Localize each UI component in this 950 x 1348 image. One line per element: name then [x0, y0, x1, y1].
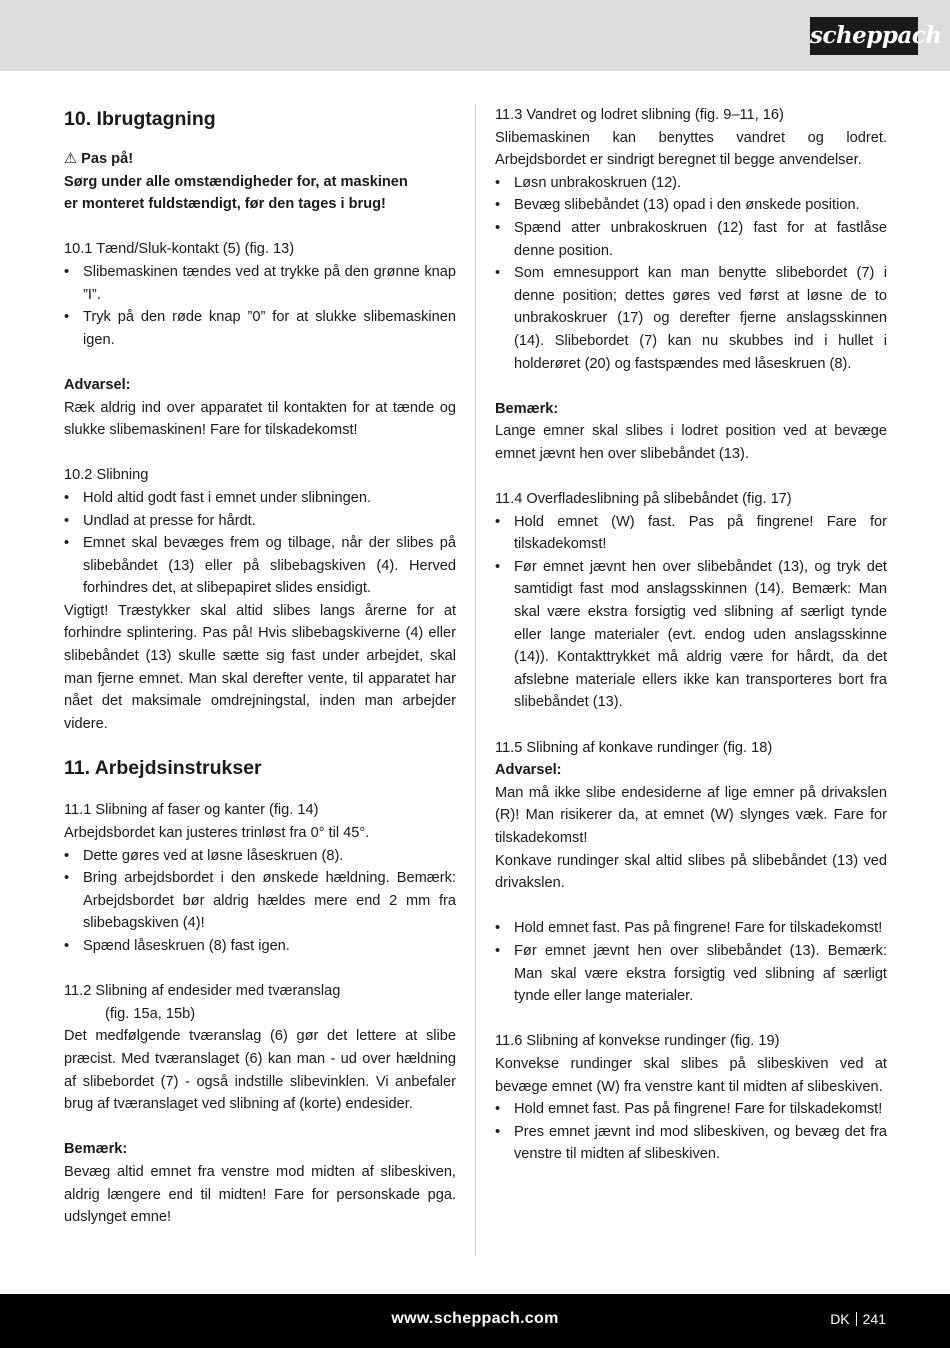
footer-separator	[856, 1312, 857, 1326]
list-item: • Spænd atter unbrakoskruen (12) fast for at fastlåse denne position.	[495, 217, 887, 262]
list-item: • Hold emnet fast. Pas på fingrene! Fare for tilskadekomst!	[495, 917, 887, 940]
section-11-3-list	[495, 172, 887, 375]
list-item: • Undlad at presse for hårdt.	[64, 510, 456, 533]
list-item: • Tryk på den røde knap ”0” for at slukke slibemaskinen igen.	[64, 306, 456, 351]
section-11-3-text: Slibemaskinen kan benyttes vandret og lodret. Arbejdsbordet er sindrigt beregnet til begge anvendelser.	[495, 129, 887, 169]
list-item: • Bring arbejdsbordet i den ønskede hældning. Bemærk: Arbejdsbordet bør aldrig hældes mere end 2 mm fra slibebagskiven (4)!	[64, 867, 456, 935]
list-item: • Hold emnet (W) fast. Pas på fingrene! Fare for tilskadekomst!	[495, 511, 887, 556]
list-item: • Slibemaskinen tændes ved at trykke på den grønne knap ”I”.	[64, 261, 456, 306]
section-11-2-title-fig: (fig. 15a, 15b)	[105, 1005, 196, 1022]
list-item: • Dette gøres ved at løsne låseskruen (8).	[64, 845, 456, 868]
section-11-6-text: Konvekse rundinger skal slibes på slibeskiven ved at bevæge emnet (W) fra venstre kant til midten af slibeskiven.	[495, 1055, 887, 1095]
list-item: • Før emnet jævnt hen over slibebåndet (13). Bemærk: Man skal være ekstra forsigtig ved slibning af særligt tynde eller lange materialer.	[495, 940, 887, 1008]
section-10-1-title: 10.1 Tænd/Sluk-kontakt (5) (fig. 13)	[64, 241, 295, 258]
section-11-5-advarsel: Advarsel:	[495, 762, 562, 779]
section-11-4-title: 11.4 Overfladeslibning på slibebåndet (fig. 17)	[495, 491, 792, 508]
warning-triangle-icon: ⚠	[64, 151, 78, 167]
section-11-1-list	[64, 845, 456, 958]
section-11-6-title: 11.6 Slibning af konvekse rundinger (fig. 19)	[495, 1033, 780, 1050]
bemaerk-title: Bemærk:	[64, 1141, 128, 1158]
right-column	[495, 104, 887, 1166]
list-item: • Hold altid godt fast i emnet under slibningen.	[64, 487, 456, 510]
section-11-title: 11. Arbejdsinstrukser	[64, 757, 262, 780]
section-10-2-text: Vigtigt! Træstykker skal altid slibes langs årerne for at forhindre splintering. Pas på! Hvis slibebagskiverne (4) eller slibebåndet (13) skulle sætte sig fast under arbejdet, skal man fjerne emnet. Man skal derefter vente, til apparatet har nået det maksimale omdrejningstal, inden man arbejder videre.	[64, 602, 456, 732]
list-item: • Løsn unbrakoskruen (12).	[495, 172, 887, 195]
page-number: 241	[862, 1311, 886, 1327]
footer-url[interactable]: www.scheppach.com	[391, 1310, 559, 1327]
column-divider	[475, 104, 476, 1256]
header-band	[0, 0, 950, 71]
section-11-5-list	[495, 917, 887, 1007]
section-11-3-title: 11.3 Vandret og lodret slibning (fig. 9–11, 16)	[495, 107, 784, 123]
advarsel-text: Ræk aldrig ind over apparatet til kontakten for at tænde og slukke slibemaskinen! Fare for tilskadekomst!	[64, 399, 456, 439]
section-11-1-text: Arbejdsbordet kan justeres trinløst fra 0° til 45°.	[64, 825, 370, 842]
language-code: DK	[830, 1311, 850, 1327]
section-11-2-title: 11.2 Slibning af endesider med tværanslag	[64, 983, 341, 1000]
list-item: • Hold emnet fast. Pas på fingrene! Fare for tilskadekomst!	[495, 1098, 887, 1121]
list-item: • Før emnet jævnt hen over slibebåndet (13), og tryk det samtidigt fast mod anslagsskinnen (14). Bemærk: Man skal være ekstra forsigtig ved slibning af særligt tynde eller lange materialer (evt. endog uden anslagsskinne (14)). Kontakttrykket må aldrig være for hårdt, da det afslebne materiale ellers ikke kan transporteres bort fra slibebåndet (13).	[495, 556, 887, 714]
brand-logo: scheppach	[810, 17, 918, 55]
section-11-5-text-2: Konkave rundinger skal altid slibes på slibebåndet (13) ved drivakslen.	[495, 852, 887, 892]
advarsel-title: Advarsel:	[64, 376, 131, 393]
section-11-1-title: 11.1 Slibning af faser og kanter (fig. 14)	[64, 802, 319, 819]
left-column	[64, 104, 456, 1229]
section-11-5-text-1: Man må ikke slibe endesiderne af lige emner på drivakslen (R)! Man risikerer da, at emnet (W) slynges væk. Fare for tilskadekomst!	[495, 784, 887, 846]
section-10-1-list	[64, 261, 456, 351]
section-11-6-list	[495, 1098, 887, 1166]
section-11-2-text: Det medfølgende tværanslag (6) gør det lettere at slibe præcist. Med tværanslaget (6) kan man - ud over hældning af slibebordet (7) - også indstille slibevinklen. Vi anbefaler brug af tværanslaget ved slibning af (korte) endesider.	[64, 1028, 456, 1113]
section-11-5-title: 11.5 Slibning af konkave rundinger (fig. 18)	[495, 739, 773, 756]
list-item: • Som emnesupport kan man benytte slibebordet (7) i denne position; dettes gøres ved først at løsne de to unbrakoskruer (17) og derefter fjerne anslagsskinnen (14). Slibebordet (7) kan nu skubbes ind i hullet i holderøret (20) og fastspændes med låseskruen (8).	[495, 262, 887, 375]
bemaerk-title: Bemærk:	[495, 400, 559, 417]
list-item: • Spænd låseskruen (8) fast igen.	[64, 935, 456, 958]
list-item: • Pres emnet jævnt ind mod slibeskiven, og bevæg det fra venstre til midten af slibeskiven.	[495, 1121, 887, 1166]
section-10-title: 10. Ibrugtagning	[64, 108, 216, 130]
list-item: • Emnet skal bevæges frem og tilbage, når der slibes på slibebåndet (13) eller på slibebagskiven (4). Herved forhindres det, at slibepapiret slides ensidigt.	[64, 532, 456, 600]
footer-page-number	[830, 1294, 886, 1344]
section-10-2-title: 10.2 Slibning	[64, 467, 149, 484]
bemaerk-text: Lange emner skal slibes i lodret position ved at bevæge emnet jævnt hen over slibebåndet (13).	[495, 423, 887, 462]
warning-title: Pas på!	[81, 151, 134, 167]
list-item: • Bevæg slibebåndet (13) opad i den ønskede position.	[495, 194, 887, 217]
warning-text-line-2: er monteret fuldstændigt, før den tages i brug!	[64, 196, 386, 213]
section-10-2-list	[64, 487, 456, 600]
bemaerk-text: Bevæg altid emnet fra venstre mod midten af slibeskiven, aldrig længere end til midten! Fare for personskade pga. udslynget emne!	[64, 1163, 456, 1226]
footer-bar	[0, 1294, 950, 1348]
warning-heading	[64, 148, 456, 171]
warning-text-line-1: Sørg under alle omstændigheder for, at maskinen	[64, 173, 408, 190]
section-11-4-list	[495, 511, 887, 714]
